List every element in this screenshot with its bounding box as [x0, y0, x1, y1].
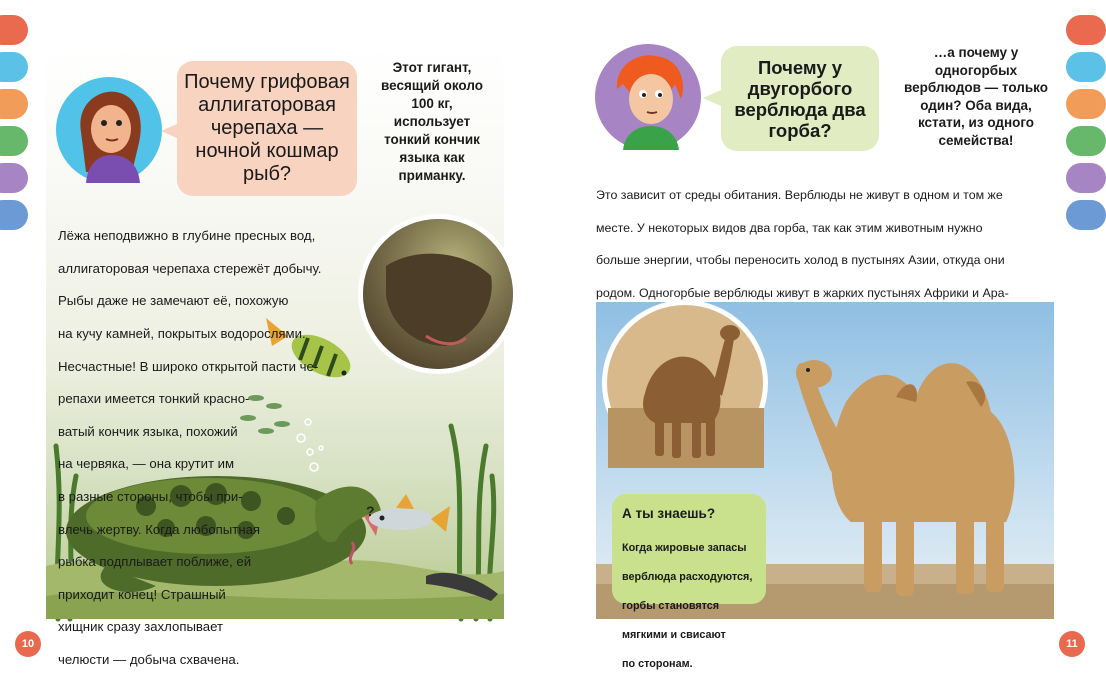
did-you-know-text — [622, 526, 756, 686]
body-line: аллигаторовая черепаха стережёт добычу. — [58, 260, 322, 276]
know-line: мягкими и свисают — [622, 628, 726, 641]
body-line: челюсти — добыча схвачена. — [58, 652, 240, 668]
body-line: на кучу камней, покрытых водорослями. — [58, 326, 306, 342]
body-line: приходит конец! Страшный — [58, 586, 226, 602]
body-line: Лёжа неподвижно в глубине пресных вод, — [58, 228, 316, 244]
body-line: хищник сразу захлопывает — [58, 619, 224, 635]
know-line: верблюда расходуются, — [622, 570, 753, 583]
know-line: по сторонам. — [622, 657, 693, 670]
body-line: в разные стороны, чтобы при- — [58, 489, 243, 505]
body-line: Несчастные! В широко открытой пасти че- — [58, 358, 319, 374]
tab-red — [1066, 15, 1106, 45]
tab-purple — [1066, 163, 1106, 193]
tab-green — [1066, 126, 1106, 156]
page-number-right: 11 — [1059, 631, 1085, 657]
left-body-text — [58, 212, 358, 685]
body-line: репахи имеется тонкий красно- — [58, 391, 250, 407]
tab-blue — [0, 52, 28, 82]
tab-blue — [1066, 52, 1106, 82]
body-line: месте. У некоторых видов два горба, так как этим животным нужно — [596, 220, 983, 235]
tab-orange — [1066, 89, 1106, 119]
body-line: больше энергии, чтобы переносить холод в пустынях Азии, откуда они — [596, 253, 1005, 268]
body-line: ватый кончик языка, похожий — [58, 423, 238, 439]
body-line: рыбка подплывает поближе, ей — [58, 554, 252, 570]
tab-steel-blue — [1066, 200, 1106, 230]
did-you-know-box — [612, 494, 766, 670]
body-line: Это зависит от среды обитания. Верблюды не живут в одном и том же — [596, 188, 1003, 203]
left-fact-text: Этот гигант, весящий около 100 кг, использует тонкий кончик языка как приманку. — [381, 60, 483, 183]
girl-avatar — [56, 77, 162, 183]
body-line: на червяка, — она крутит им — [58, 456, 235, 472]
tab-purple — [0, 163, 28, 193]
body-line: влечь жертву. Когда любопытная — [58, 521, 261, 537]
silver-fish-illustration — [369, 494, 450, 532]
svg-text:?: ? — [366, 503, 375, 519]
body-line: родом. Одногорбые верблюды живут в жарких пустынях Африки и Ара- — [596, 286, 1009, 301]
know-line: горбы становятся — [622, 599, 720, 612]
tab-steel-blue — [0, 200, 28, 230]
tab-red — [0, 15, 28, 45]
left-question-bubble: Почему грифовая аллигаторовая черепаха — ночной кошмар рыб? — [177, 61, 357, 196]
page-number-left: 10 — [15, 631, 41, 657]
right-fact-text: …а почему у одногорбых верблюдов — только один? Оба вида, кстати, из одного семейства! — [904, 45, 1048, 148]
turtle-photo-circle — [358, 214, 518, 374]
right-bubble-tail — [703, 90, 721, 106]
body-line: Рыбы даже не замечают её, похожую — [58, 293, 289, 309]
left-page-panel — [46, 46, 504, 668]
tab-orange — [0, 89, 28, 119]
tab-green — [0, 126, 28, 156]
know-line: Когда жировые запасы — [622, 541, 747, 554]
did-you-know-title: А ты знаешь? — [622, 506, 716, 521]
boy-avatar — [595, 44, 701, 150]
dromedary-photo-circle — [600, 298, 770, 468]
right-question-bubble: Почему у двугорбого верблюда два горба? — [721, 46, 879, 151]
